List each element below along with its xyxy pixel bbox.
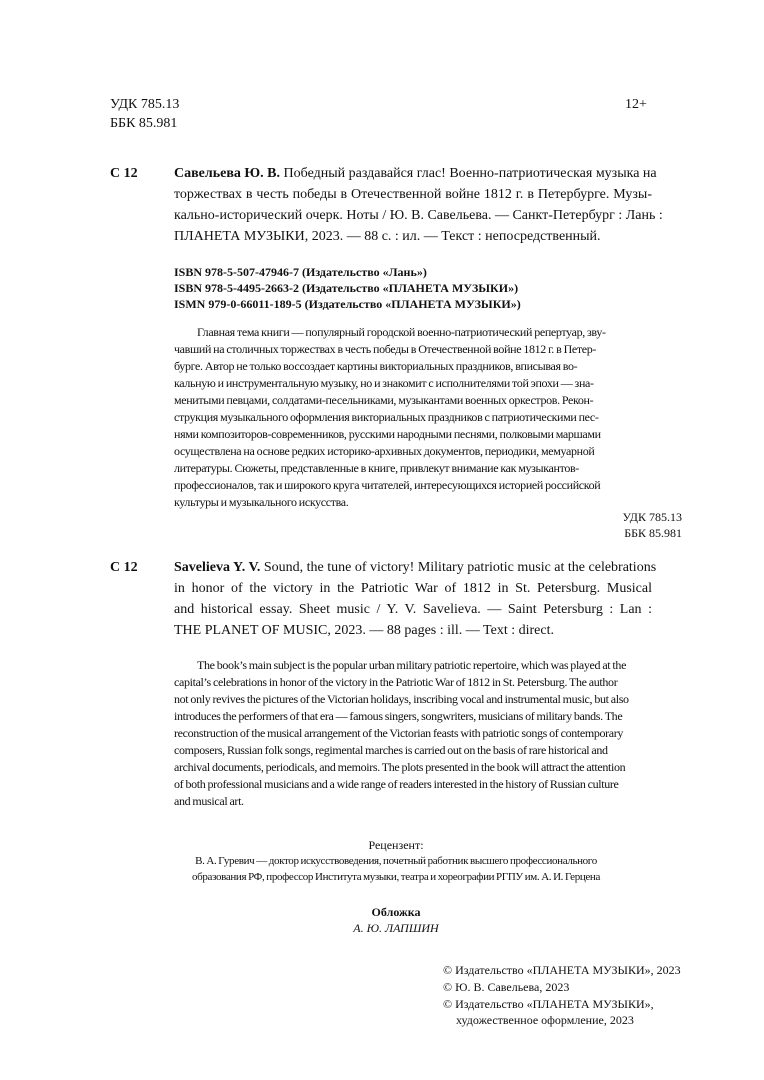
ru-abstract-line: менитыми певцами, солдатами-песельниками, музыкантами военных оркестров. Рекон- [174,393,594,407]
ru-entry-bbk: ББК 85.981 [624,526,682,540]
copyright-line: © Издательство «ПЛАНЕТА МУЗЫКИ», [443,997,654,1011]
ru-abstract-line: бурге. Автор не только воссоздает картины викториальных праздников, вписывая во- [174,359,578,373]
ru-abstract-line: Главная тема книги — популярный городской военно-патриотический репертуар, зву- [197,325,606,339]
en-abstract-line: The book’s main subject is the popular urban military patriotic repertoire, which was played at the [197,658,627,672]
ru-entry-code: С 12 [110,166,138,181]
ru-abstract-line: нями композиторов-современников, русскими народными песнями, полковыми маршами [174,427,601,441]
en-abstract-line: capital’s celebrations in honor of the victory in the Patriotic War of 1812 in St. Petersburg. The author [174,675,618,689]
ru-abstract-line: струкция музыкального оформления викториальных праздников с патриотическими пес- [174,410,599,424]
copyright-line: художественное оформление, 2023 [456,1013,634,1027]
ru-abstract-line: профессионалов, так и широкого круга читателей, интересующихся историей российской [174,478,601,492]
ru-entry-author: Савельева Ю. В. [174,166,281,181]
en-abstract-line: and musical art. [174,794,244,808]
reviewer-line: В. А. Гуревич — доктор искусствоведения, почетный работник высшего профессионального [195,855,597,867]
ru-abstract-line: кальную и инструментальную музыку, но и знакомит с исполнителями той эпохи — зна- [174,376,594,390]
copyright-line: © Издательство «ПЛАНЕТА МУЗЫКИ», 2023 [443,963,681,977]
isbn-planeta: ISBN 978-5-4495-2663-2 (Издательство «ПЛАНЕТА МУЗЫКИ») [174,281,519,295]
cover-heading: Обложка [371,905,421,919]
en-abstract-line: composers, Russian folk songs, regimental marches is carried out on the basis of rare historical and [174,743,608,757]
header-udk: УДК 785.13 [110,97,180,112]
header-bbk: ББК 85.981 [110,116,178,131]
age-rating: 12+ [625,97,647,112]
isbn-lan: ISBN 978-5-507-47946-7 (Издательство «Лань») [174,265,427,279]
ru-abstract-line: культуры и музыкального искусства. [174,495,349,509]
reviewer-line: образования РФ, профессор Института музыки, театра и хореографии РГПУ им. А. И. Герцена [192,871,600,883]
ismn-planeta: ISMN 979-0-66011-189-5 (Издательство «ПЛАНЕТА МУЗЫКИ») [174,297,521,311]
copyright-line: © Ю. В. Савельева, 2023 [443,980,570,994]
ru-entry-title-line: Победный раздавайся глас! Военно-патриотическая музыка на [283,166,657,181]
ru-abstract-line: литературы. Сюжеты, представленные в книге, привлекут внимание как музыкантов- [174,461,579,475]
en-entry-line: and historical essay. Sheet music / Y. V. Savelieva. — Saint Petersburg : Lan : [174,602,652,617]
en-entry-author: Savelieva Y. V. [174,560,261,575]
reviewer-heading: Рецензент: [368,838,424,852]
en-abstract-line: of both professional musicians and a wide range of readers interested in the history of Russian culture [174,777,619,791]
en-entry-line: THE PLANET OF MUSIC, 2023. — 88 pages : ill. — Text : direct. [174,623,554,638]
en-entry-title-line: Sound, the tune of victory! Military patriotic music at the celebrations [263,560,657,575]
ru-entry-line: ПЛАНЕТА МУЗЫКИ, 2023. — 88 с. : ил. — Текст : непосредственный. [174,229,601,244]
ru-entry-line: торжествах в честь победы в Отечественной войне 1812 г. в Петербурге. Музы- [174,187,652,202]
ru-entry-line: кально-исторический очерк. Ноты / Ю. В. Савельева. — Санкт-Петербург : Лань : [174,208,663,223]
cover-artist: А. Ю. ЛАПШИН [353,921,439,935]
en-entry-line: in honor of the victory in the Patriotic War of 1812 in St. Petersburg. Musical [174,581,652,596]
ru-abstract-line: чавший на столичных торжествах в честь победы в Отечественной войне 1812 г. в Петер- [174,342,597,356]
en-abstract-line: archival documents, periodicals, and memoirs. The plots presented in the book will attract the attention [174,760,626,774]
en-entry-first-line [174,560,657,576]
ru-entry-udk: УДК 785.13 [622,510,682,524]
en-entry-code: С 12 [110,560,138,575]
en-abstract-line: not only revives the pictures of the Victorian holidays, inscribing vocal and instrumental music, but also [174,692,629,706]
ru-entry-first-line [174,166,657,182]
en-abstract-line: reconstruction of the musical arrangement of the Victorian feasts with patriotic songs of contemporary [174,726,624,740]
ru-abstract-line: осуществлена на основе редких историко-архивных документов, периодики, мемуарной [174,444,595,458]
en-abstract-line: introduces the performers of that era — famous singers, songwriters, musicians of military bands. The [174,709,623,723]
